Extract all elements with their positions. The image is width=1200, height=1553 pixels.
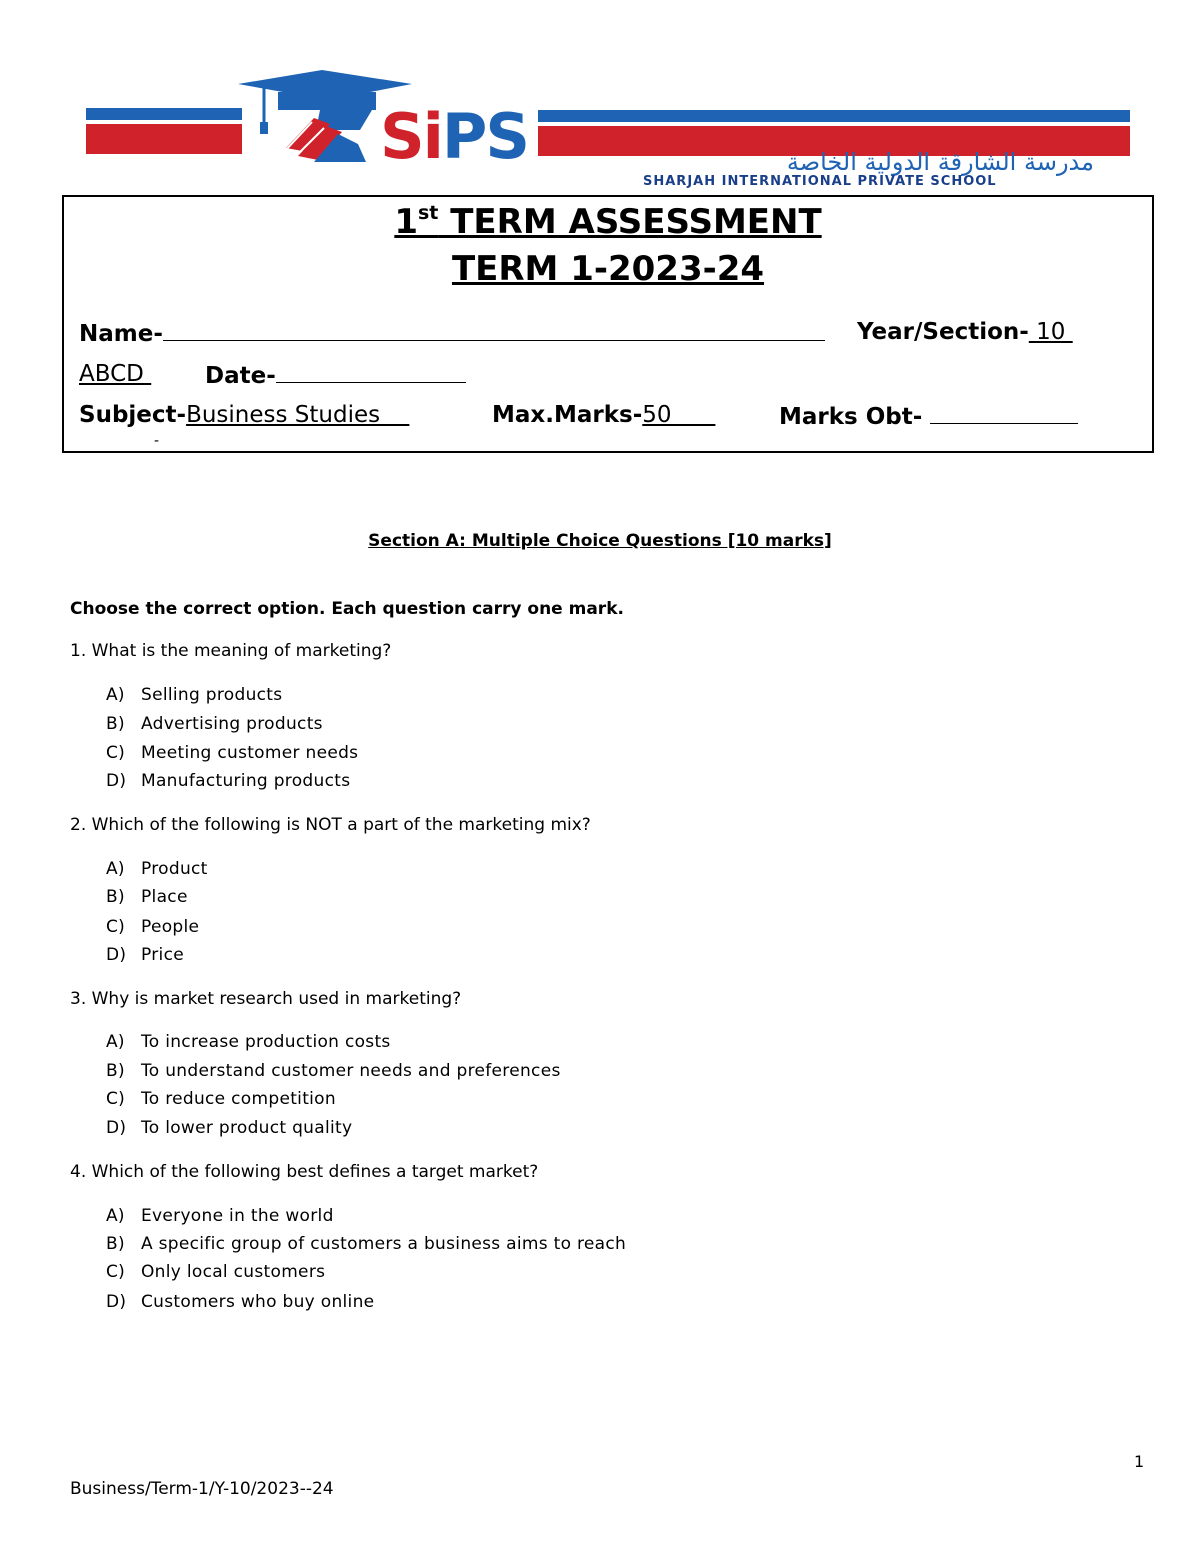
logo-text-red: Si bbox=[380, 100, 442, 173]
option-text: A specific group of customers a business aims to reach bbox=[141, 1234, 627, 1254]
school-name-english: SHARJAH INTERNATIONAL PRIVATE SCHOOL bbox=[643, 174, 997, 189]
option-text: Only local customers bbox=[141, 1262, 326, 1282]
question-2-option-c[interactable] bbox=[106, 916, 199, 938]
question-3-option-b[interactable] bbox=[106, 1060, 561, 1082]
title-superscript: st bbox=[418, 202, 439, 224]
name-field bbox=[79, 318, 825, 348]
option-text: Everyone in the world bbox=[141, 1206, 334, 1226]
banner-stripe-left-red bbox=[86, 124, 242, 154]
option-text: To increase production costs bbox=[141, 1032, 391, 1052]
option-text: Selling products bbox=[141, 685, 283, 705]
question-1-option-d[interactable] bbox=[106, 770, 350, 792]
section-field bbox=[79, 360, 151, 388]
question-2-option-a[interactable] bbox=[106, 858, 208, 880]
marks-obtained-label: Marks Obt- bbox=[779, 404, 923, 430]
question-4-option-d[interactable] bbox=[106, 1291, 374, 1313]
year-section-field bbox=[857, 318, 1073, 346]
name-blank[interactable] bbox=[163, 318, 825, 341]
option-letter: B) bbox=[106, 1061, 125, 1081]
question-2: 2. Which of the following is NOT a part of the marketing mix? bbox=[70, 815, 591, 835]
section-a-heading: Section A: Multiple Choice Questions [10 marks] bbox=[368, 531, 832, 551]
year-section-label: Year/Section- bbox=[857, 319, 1029, 345]
subject-field bbox=[79, 401, 409, 429]
year-section-value: 10 bbox=[1028, 319, 1073, 345]
option-text: To reduce competition bbox=[141, 1089, 336, 1109]
stray-mark: - bbox=[154, 433, 160, 449]
school-logo-text bbox=[380, 100, 528, 173]
assessment-info-box bbox=[62, 195, 1154, 453]
question-2-option-d[interactable] bbox=[106, 944, 184, 966]
option-letter: A) bbox=[106, 1206, 125, 1226]
question-3: 3. Why is market research used in marketing? bbox=[70, 989, 462, 1009]
instruction-text: Choose the correct option. Each question carry one mark. bbox=[70, 599, 624, 619]
assessment-subtitle bbox=[64, 249, 1152, 289]
option-text: Meeting customer needs bbox=[141, 743, 359, 763]
footer-document-code: Business/Term-1/Y-10/2023--24 bbox=[70, 1479, 334, 1499]
question-3-option-a[interactable] bbox=[106, 1031, 391, 1053]
question-4: 4. Which of the following best defines a target market? bbox=[70, 1162, 539, 1182]
question-4-option-a[interactable] bbox=[106, 1205, 334, 1227]
title-suffix: TERM ASSESSMENT bbox=[438, 202, 822, 242]
banner-stripe-left-blue bbox=[86, 108, 242, 120]
section-value: ABCD bbox=[79, 361, 152, 387]
school-name-arabic: مدرسة الشارقة الدولية الخاصة bbox=[786, 148, 1094, 176]
max-marks-field bbox=[492, 401, 715, 429]
question-3-option-d[interactable] bbox=[106, 1117, 352, 1139]
question-4-option-c[interactable] bbox=[106, 1261, 325, 1283]
option-text: Customers who buy online bbox=[141, 1292, 375, 1312]
question-1-option-b[interactable] bbox=[106, 713, 323, 735]
assessment-title bbox=[64, 202, 1152, 242]
option-text: Place bbox=[141, 887, 188, 907]
option-letter: D) bbox=[106, 1292, 127, 1312]
max-marks-label: Max.Marks- bbox=[492, 402, 643, 428]
option-letter: B) bbox=[106, 1234, 125, 1254]
banner-stripe-right-blue bbox=[538, 110, 1130, 122]
question-1-option-c[interactable] bbox=[106, 742, 358, 764]
title-prefix: 1 bbox=[394, 202, 418, 242]
question-1-option-a[interactable] bbox=[106, 684, 282, 706]
sips-emblem-icon bbox=[280, 108, 376, 166]
date-blank[interactable] bbox=[276, 360, 466, 383]
marks-obtained-blank[interactable] bbox=[930, 401, 1078, 424]
question-3-option-c[interactable] bbox=[106, 1088, 336, 1110]
marks-obtained-field bbox=[779, 401, 1078, 431]
option-letter: C) bbox=[106, 1089, 126, 1109]
option-letter: D) bbox=[106, 945, 127, 965]
option-letter: A) bbox=[106, 685, 125, 705]
option-text: Advertising products bbox=[141, 714, 323, 734]
option-letter: A) bbox=[106, 1032, 125, 1052]
option-text: To lower product quality bbox=[141, 1118, 353, 1138]
option-letter: C) bbox=[106, 917, 126, 937]
name-label: Name- bbox=[79, 321, 163, 347]
max-marks-value: 50 bbox=[642, 402, 716, 428]
option-letter: A) bbox=[106, 859, 125, 879]
subject-label: Subject- bbox=[79, 402, 187, 428]
option-text: Manufacturing products bbox=[141, 771, 351, 791]
option-letter: D) bbox=[106, 1118, 127, 1138]
date-label: Date- bbox=[205, 363, 276, 389]
option-text: Price bbox=[141, 945, 184, 965]
date-field bbox=[205, 360, 466, 390]
school-banner bbox=[0, 0, 1200, 195]
subtitle-text: TERM 1-2023-24 bbox=[451, 249, 765, 289]
question-1: 1. What is the meaning of marketing? bbox=[70, 641, 392, 661]
option-letter: B) bbox=[106, 714, 125, 734]
question-4-option-b[interactable] bbox=[106, 1233, 626, 1255]
option-text: To understand customer needs and preferences bbox=[141, 1061, 561, 1081]
option-letter: C) bbox=[106, 1262, 126, 1282]
subject-value: Business Studies bbox=[186, 402, 410, 428]
question-2-option-b[interactable] bbox=[106, 886, 188, 908]
option-text: Product bbox=[141, 859, 208, 879]
logo-text-blue: PS bbox=[441, 100, 528, 173]
option-text: People bbox=[141, 917, 200, 937]
option-letter: D) bbox=[106, 771, 127, 791]
option-letter: B) bbox=[106, 887, 125, 907]
page-number: 1 bbox=[1134, 1452, 1145, 1471]
option-letter: C) bbox=[106, 743, 126, 763]
